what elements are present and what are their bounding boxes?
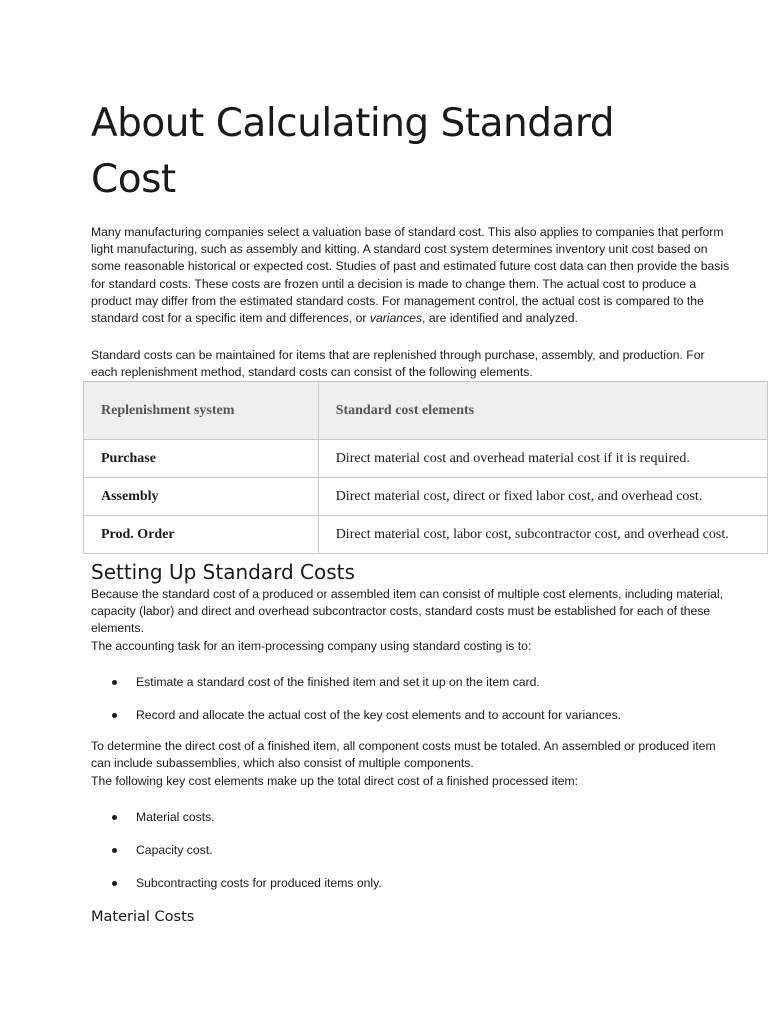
list-item [112,842,382,875]
list-item [112,875,382,908]
intro-paragraph [91,224,731,327]
table-row [84,440,768,478]
accounting-task-paragraph: The accounting task for an item-processing company using standard costing is to: [91,639,532,653]
cell-elements: Direct material cost and overhead material cost if it is required. [318,440,767,478]
cell-system: Purchase [84,440,319,478]
replenishment-paragraph: Standard costs can be maintained for items that are replenished through purchase, assembly, and production. For each replenishment method, standard costs can consist of the following elements. [91,348,705,380]
column-header-replenishment: Replenishment system [84,382,319,440]
list-item [112,674,621,707]
list-item [112,809,382,842]
page-title: About Calculating Standard Cost [91,101,614,202]
cost-element-list [112,809,382,908]
table-header-row [84,382,768,440]
setting-up-paragraph: Because the standard cost of a produced or assembled item can consist of multiple cost elements, including material, capacity (labor) and direct and overhead subcontractor costs, standard costs must be established for each of these elements. [91,587,724,636]
cell-elements: Direct material cost, direct or fixed labor cost, and overhead cost. [318,478,767,516]
intro-text: Many manufacturing companies select a valuation base of standard cost. This also applies to companies that perform light manufacturing, such as assembly and kitting. A standard cost system determines inventory unit cost based on some reasonable historical or expected cost. Studies of past and estimated future cost data can then provide the basis for standard costs. These costs are frozen until a decision is made to change them. The actual cost to produce a product may differ from the estimated standard costs. For management control, the actual cost is compared to the standard cost for a specific item and differences, or [91,225,730,326]
table-row [84,516,768,554]
column-header-elements: Standard cost elements [318,382,767,440]
cell-system: Prod. Order [84,516,319,554]
section-heading-material-costs: Material Costs [91,909,195,925]
intro-text-end: , are identified and analyzed. [422,311,578,326]
list-item-text: Record and allocate the actual cost of the key cost elements and to account for variances. [136,708,622,722]
bullet-icon [112,848,117,853]
bullet-icon [112,881,117,886]
list-item-text: Material costs. [136,810,215,824]
section-heading-setting-up: Setting Up Standard Costs [91,560,355,584]
variances-term: variances [369,311,423,326]
list-item-text: Subcontracting costs for produced items only. [136,876,382,890]
bullet-icon [112,815,117,820]
list-item [112,707,621,740]
bullet-icon [112,713,117,718]
table-row [84,478,768,516]
standard-cost-table [83,381,768,554]
task-list [112,674,621,740]
cell-elements: Direct material cost, labor cost, subcontractor cost, and overhead cost. [318,516,767,554]
direct-cost-paragraph: To determine the direct cost of a finished item, all component costs must be totaled. An assembled or produced item can include subassemblies, which also consist of multiple components. [91,739,716,771]
list-item-text: Estimate a standard cost of the finished item and set it up on the item card. [136,675,540,689]
key-elements-paragraph: The following key cost elements make up the total direct cost of a finished processed item: [91,774,579,788]
list-item-text: Capacity cost. [136,843,213,857]
cell-system: Assembly [84,478,319,516]
bullet-icon [112,680,117,685]
